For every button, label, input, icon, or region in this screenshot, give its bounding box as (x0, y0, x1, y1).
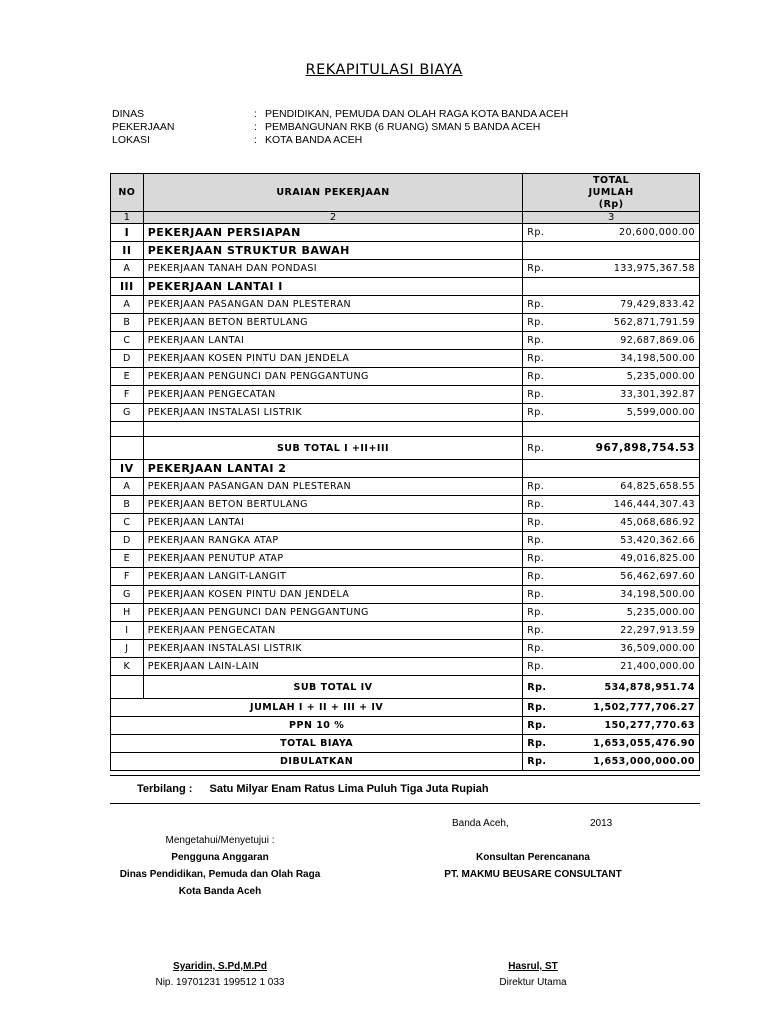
item-letter: E (111, 368, 144, 386)
total-biaya-label: TOTAL BIAYA (111, 735, 523, 753)
signature-place: Banda Aceh, (452, 818, 509, 829)
empty-cell (523, 242, 578, 260)
info-colon: : (254, 108, 257, 120)
left-signer-city: Kota Banda Aceh (178, 886, 262, 897)
currency-label: Rp. (523, 735, 578, 753)
table-row (111, 386, 700, 404)
item-letter: A (111, 260, 144, 278)
section-label: PEKERJAAN STRUKTUR BAWAH (143, 242, 523, 260)
item-value: 64,825,658.55 (577, 478, 699, 496)
item-value: 34,198,500.00 (577, 350, 699, 368)
divider-bottom (110, 803, 700, 804)
terbilang-label: Terbilang : (137, 783, 193, 795)
item-letter: K (111, 658, 144, 676)
item-label: PEKERJAAN LANGIT-LANGIT (143, 568, 523, 586)
table-row (111, 478, 700, 496)
section-value: 20,600,000.00 (577, 224, 699, 242)
subtotal-value: 534,878,951.74 (577, 676, 699, 699)
table-row (111, 604, 700, 622)
currency-label: Rp. (523, 496, 578, 514)
item-label: PEKERJAAN PENUTUP ATAP (143, 550, 523, 568)
item-letter: J (111, 640, 144, 658)
currency-label: Rp. (523, 640, 578, 658)
table-row (111, 586, 700, 604)
header-total-line2: JUMLAH (588, 186, 634, 198)
empty-cell (111, 676, 144, 699)
item-value: 5,599,000.00 (577, 404, 699, 422)
item-letter: H (111, 604, 144, 622)
info-value: PENDIDIKAN, PEMUDA DAN OLAH RAGA KOTA BANDA ACEH (265, 108, 569, 120)
total-biaya-value: 1,653,055,476.90 (577, 735, 699, 753)
blank-row (111, 422, 700, 437)
item-label: PEKERJAAN KOSEN PINTU DAN JENDELA (143, 350, 523, 368)
section-label: PEKERJAAN LANTAI I (143, 278, 523, 296)
table-row (111, 550, 700, 568)
section-number: III (111, 278, 144, 296)
table-row (111, 368, 700, 386)
item-value: 34,198,500.00 (577, 586, 699, 604)
table-row (111, 260, 700, 278)
cost-table (110, 173, 700, 771)
item-value: 5,235,000.00 (577, 368, 699, 386)
table-index-row (111, 212, 700, 224)
page-title: REKAPITULASI BIAYA (305, 62, 463, 78)
index-2: 2 (143, 212, 523, 224)
info-label: LOKASI (112, 134, 150, 146)
table-row (111, 568, 700, 586)
table-row (111, 350, 700, 368)
dibulatkan-label: DIBULATKAN (111, 753, 523, 771)
item-letter: G (111, 404, 144, 422)
item-label: PEKERJAAN LAIN-LAIN (143, 658, 523, 676)
mengetahui-label: Mengetahui/Menyetujui : (165, 835, 275, 846)
item-value: 36,509,000.00 (577, 640, 699, 658)
section-row-2 (111, 242, 700, 260)
item-letter: B (111, 496, 144, 514)
table-row (111, 496, 700, 514)
item-value: 49,016,825.00 (577, 550, 699, 568)
header-total-line3: (Rp) (598, 198, 624, 210)
empty-cell (523, 460, 578, 478)
table-row (111, 296, 700, 314)
section-number: I (111, 224, 144, 242)
empty-cell (523, 278, 578, 296)
header-total (523, 174, 700, 212)
currency-label: Rp. (523, 314, 578, 332)
currency-label: Rp. (523, 404, 578, 422)
item-value: 53,420,362.66 (577, 532, 699, 550)
table-header-row (111, 174, 700, 212)
currency-label: Rp. (523, 532, 578, 550)
terbilang-text: Satu Milyar Enam Ratus Lima Puluh Tiga Juta Rupiah (209, 783, 489, 795)
info-colon: : (254, 134, 257, 146)
jumlah-row (111, 699, 700, 717)
info-colon: : (254, 121, 257, 133)
currency-label: Rp. (523, 717, 578, 735)
divider-top (110, 775, 700, 776)
item-letter: A (111, 478, 144, 496)
signature-year: 2013 (590, 818, 613, 829)
item-letter: F (111, 568, 144, 586)
currency-label: Rp. (523, 260, 578, 278)
empty-cell (111, 437, 144, 460)
currency-label: Rp. (523, 478, 578, 496)
left-signer-org: Dinas Pendidikan, Pemuda dan Olah Raga (119, 869, 321, 880)
currency-label: Rp. (523, 586, 578, 604)
item-letter: F (111, 386, 144, 404)
currency-label: Rp. (523, 514, 578, 532)
section-row-3 (111, 278, 700, 296)
currency-label: Rp. (523, 350, 578, 368)
currency-label: Rp. (523, 437, 578, 460)
item-label: PEKERJAAN BETON BERTULANG (143, 496, 523, 514)
jumlah-label: JUMLAH I + II + III + IV (111, 699, 523, 717)
right-signer-org: PT. MAKMU BEUSARE CONSULTANT (444, 869, 622, 880)
item-value: 133,975,367.58 (577, 260, 699, 278)
item-value: 5,235,000.00 (577, 604, 699, 622)
table-row (111, 332, 700, 350)
item-letter: D (111, 350, 144, 368)
item-letter: B (111, 314, 144, 332)
item-label: PEKERJAAN KOSEN PINTU DAN JENDELA (143, 586, 523, 604)
item-letter: A (111, 296, 144, 314)
currency-label: Rp. (523, 658, 578, 676)
item-value: 56,462,697.60 (577, 568, 699, 586)
left-signer-nip: Nip. 19701231 199512 1 033 (155, 977, 285, 988)
right-signer-name: Hasrul, ST (508, 961, 558, 972)
currency-label: Rp. (523, 386, 578, 404)
header-no: NO (111, 174, 144, 212)
item-value: 22,297,913.59 (577, 622, 699, 640)
info-label: DINAS (112, 108, 145, 120)
item-value: 45,068,686.92 (577, 514, 699, 532)
header-uraian: URAIAN PEKERJAAN (143, 174, 523, 212)
section-number: IV (111, 460, 144, 478)
item-letter: D (111, 532, 144, 550)
ppn-label: PPN 10 % (111, 717, 523, 735)
item-label: PEKERJAAN PASANGAN DAN PLESTERAN (143, 296, 523, 314)
item-label: PEKERJAAN PASANGAN DAN PLESTERAN (143, 478, 523, 496)
terbilang (137, 783, 503, 795)
item-letter: E (111, 550, 144, 568)
table-row (111, 514, 700, 532)
right-signer-role: Konsultan Perencanana (476, 852, 590, 863)
dibulatkan-row (111, 753, 700, 771)
currency-label: Rp. (523, 224, 578, 242)
info-row-lokasi (112, 134, 612, 147)
currency-label: Rp. (523, 753, 578, 771)
item-value: 562,871,791.59 (577, 314, 699, 332)
table-row (111, 640, 700, 658)
currency-label: Rp. (523, 699, 578, 717)
empty-cell (577, 278, 699, 296)
info-value: KOTA BANDA ACEH (265, 134, 363, 146)
section-label: PEKERJAAN LANTAI 2 (143, 460, 523, 478)
subtotal-label: SUB TOTAL IV (143, 676, 523, 699)
item-label: PEKERJAAN RANGKA ATAP (143, 532, 523, 550)
item-label: PEKERJAAN TANAH DAN PONDASI (143, 260, 523, 278)
item-label: PEKERJAAN BETON BERTULANG (143, 314, 523, 332)
empty-cell (577, 242, 699, 260)
header-total-line1: TOTAL (593, 174, 630, 186)
item-value: 79,429,833.42 (577, 296, 699, 314)
item-letter: C (111, 514, 144, 532)
item-label: PEKERJAAN PENGECATAN (143, 622, 523, 640)
currency-label: Rp. (523, 622, 578, 640)
left-signer-name: Syaridin, S.Pd,M.Pd (173, 961, 267, 972)
currency-label: Rp. (523, 676, 578, 699)
table-row (111, 622, 700, 640)
currency-label: Rp. (523, 332, 578, 350)
section-number: II (111, 242, 144, 260)
section-row-1 (111, 224, 700, 242)
item-label: PEKERJAAN PENGUNCI DAN PENGGANTUNG (143, 604, 523, 622)
subtotal-row-1 (111, 437, 700, 460)
subtotal-label: SUB TOTAL I +II+III (143, 437, 523, 460)
info-label: PEKERJAAN (112, 121, 175, 133)
section-label: PEKERJAAN PERSIAPAN (143, 224, 523, 242)
table-row (111, 314, 700, 332)
item-letter: C (111, 332, 144, 350)
item-value: 92,687,869.06 (577, 332, 699, 350)
table-row (111, 658, 700, 676)
item-value: 21,400,000.00 (577, 658, 699, 676)
right-signer-title: Direktur Utama (499, 977, 567, 988)
item-label: PEKERJAAN LANTAI (143, 514, 523, 532)
currency-label: Rp. (523, 296, 578, 314)
section-row-4 (111, 460, 700, 478)
currency-label: Rp. (523, 368, 578, 386)
item-label: PEKERJAAN INSTALASI LISTRIK (143, 404, 523, 422)
empty-cell (577, 460, 699, 478)
item-label: PEKERJAAN LANTAI (143, 332, 523, 350)
item-value: 146,444,307.43 (577, 496, 699, 514)
total-biaya-row (111, 735, 700, 753)
currency-label: Rp. (523, 568, 578, 586)
subtotal-row-4 (111, 676, 700, 699)
item-label: PEKERJAAN PENGUNCI DAN PENGGANTUNG (143, 368, 523, 386)
info-value: PEMBANGUNAN RKB (6 RUANG) SMAN 5 BANDA ACEH (265, 121, 541, 133)
left-signer-role: Pengguna Anggaran (171, 852, 269, 863)
item-letter: I (111, 622, 144, 640)
subtotal-value: 967,898,754.53 (577, 437, 699, 460)
index-1: 1 (111, 212, 144, 224)
item-label: PEKERJAAN PENGECATAN (143, 386, 523, 404)
currency-label: Rp. (523, 604, 578, 622)
info-row-dinas (112, 108, 612, 121)
dibulatkan-value: 1,653,000,000.00 (577, 753, 699, 771)
info-row-pekerjaan (112, 121, 612, 134)
index-3: 3 (523, 212, 700, 224)
jumlah-value: 1,502,777,706.27 (577, 699, 699, 717)
item-letter: G (111, 586, 144, 604)
ppn-value: 150,277,770.63 (577, 717, 699, 735)
project-info (112, 108, 612, 147)
table-row (111, 532, 700, 550)
currency-label: Rp. (523, 550, 578, 568)
item-value: 33,301,392.87 (577, 386, 699, 404)
ppn-row (111, 717, 700, 735)
item-label: PEKERJAAN INSTALASI LISTRIK (143, 640, 523, 658)
table-row (111, 404, 700, 422)
